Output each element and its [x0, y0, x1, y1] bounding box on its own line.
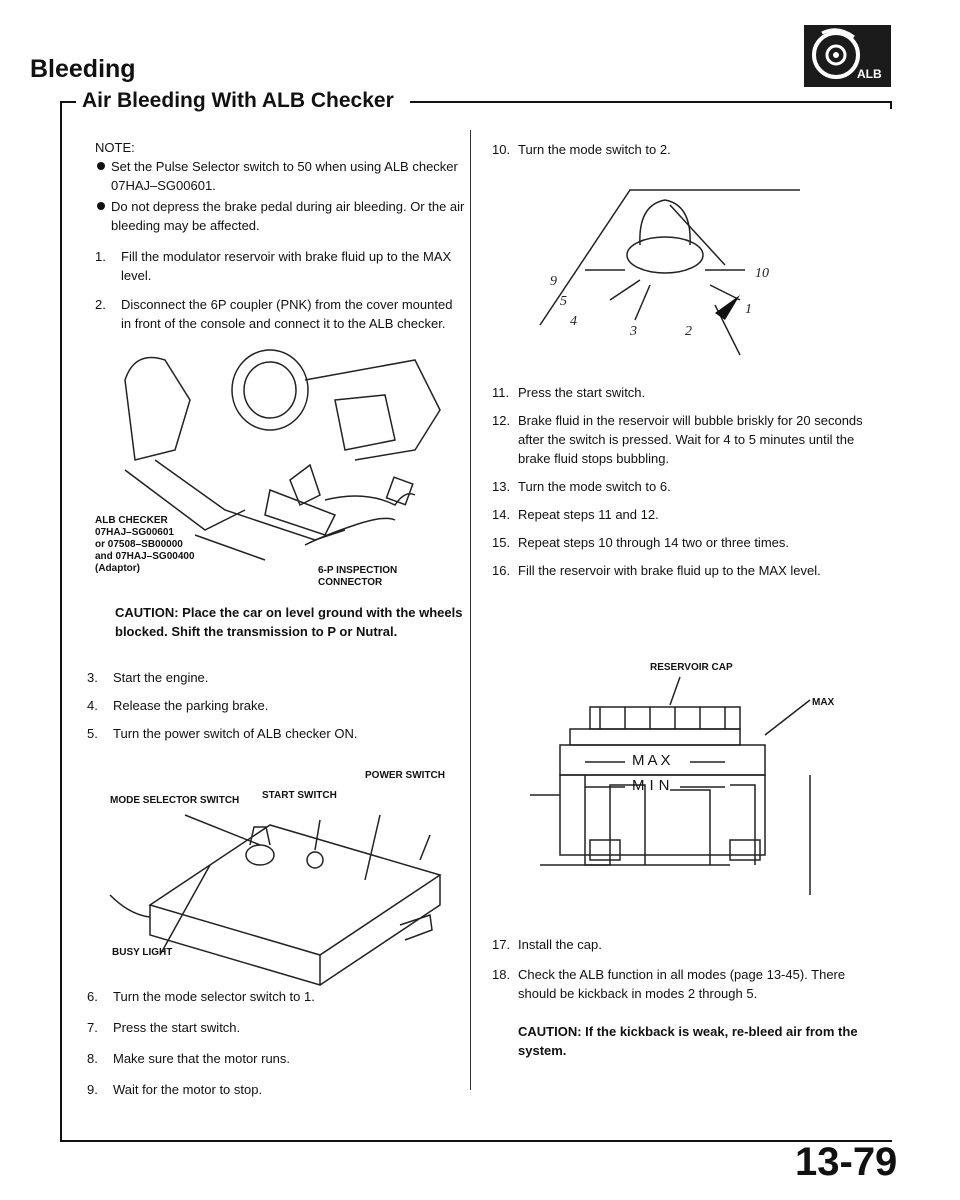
- step-text: Start the engine.: [113, 670, 209, 685]
- step-number: 12.: [492, 413, 511, 428]
- label-line: and 07HAJ–SG00400: [95, 551, 195, 562]
- step-item: [492, 965, 872, 1003]
- step-text: Wait for the motor to stop.: [113, 1082, 263, 1097]
- label-line: CONNECTOR: [318, 577, 383, 588]
- step-item: [492, 140, 872, 159]
- step-number: 4.: [87, 698, 98, 713]
- frame-line: [60, 101, 76, 103]
- step-number: 15.: [492, 535, 511, 550]
- column-divider: [470, 130, 471, 1090]
- step-number: 8.: [87, 1051, 98, 1066]
- frame-line: [60, 101, 62, 1141]
- step-number: 2.: [95, 297, 106, 312]
- step-item: [87, 1049, 457, 1068]
- alb-checker-figure: [110, 805, 460, 975]
- step-text: Brake fluid in the reservoir will bubble briskly for 20 seconds after the switch is pressed. Wait for 4 to 5 minutes until the brake fluid stops bubbling.: [518, 413, 863, 466]
- step-text: Press the start switch.: [113, 1020, 241, 1035]
- step-text: Turn the power switch of ALB checker ON.: [113, 726, 358, 741]
- step-text: Repeat steps 10 through 14 two or three times.: [518, 535, 789, 550]
- label-line: 6-P INSPECTION: [318, 565, 398, 576]
- step-item: [492, 505, 872, 524]
- dial-digit: 3: [630, 324, 637, 339]
- step-item: [492, 935, 872, 954]
- steps-17-18: [492, 935, 872, 1003]
- note-heading: NOTE:: [95, 140, 135, 155]
- step-text: Press the start switch.: [518, 385, 646, 400]
- step-text: Disconnect the 6P coupler (PNK) from the cover mounted in front of the console and connect it to the ALB checker.: [121, 297, 453, 331]
- frame-line: [410, 101, 892, 103]
- label-line: ALB CHECKER: [95, 515, 168, 526]
- busy-light-label: BUSY LIGHT: [112, 947, 173, 958]
- step-item: [492, 477, 872, 496]
- mode-dial-figure: [540, 185, 850, 370]
- step-number: 9.: [87, 1082, 98, 1097]
- step-item: [492, 533, 872, 552]
- step-number: 7.: [87, 1020, 98, 1035]
- dial-digit: 5: [560, 294, 567, 309]
- frame-line: [890, 101, 892, 109]
- note-block: [95, 138, 465, 333]
- step-text: Turn the mode switch to 6.: [518, 479, 671, 494]
- step-number: 3.: [87, 670, 98, 685]
- step-text: Check the ALB function in all modes (page 13-45). There should be kickback in modes 2 through 5.: [518, 967, 846, 1001]
- step-item: [492, 383, 872, 402]
- step-number: 17.: [492, 937, 511, 952]
- step-number: 16.: [492, 563, 511, 578]
- step-item: [492, 561, 872, 580]
- note-item: Set the Pulse Selector switch to 50 when using ALB checker 07HAJ–SG00601.: [95, 157, 465, 195]
- step-item: [87, 1018, 457, 1037]
- label-line: (Adaptor): [95, 563, 140, 574]
- caution-text: CAUTION: If the kickback is weak, re-bleed air from the system.: [518, 1024, 858, 1058]
- step-number: 6.: [87, 989, 98, 1004]
- step-text: Turn the mode selector switch to 1.: [113, 989, 315, 1004]
- step-number: 1.: [95, 249, 106, 264]
- step-number: 14.: [492, 507, 511, 522]
- dial-digit: 2: [685, 324, 692, 339]
- step-text: Turn the mode switch to 2.: [518, 142, 671, 157]
- dial-digit: 4: [570, 314, 577, 329]
- mode-selector-label: MODE SELECTOR SWITCH: [110, 795, 240, 806]
- page-title: Bleeding: [30, 55, 136, 83]
- note-item: Do not depress the brake pedal during air bleeding. Or the air bleeding may be affected.: [95, 197, 465, 235]
- section-title: Air Bleeding With ALB Checker: [82, 89, 394, 112]
- power-switch-label: POWER SWITCH: [365, 770, 445, 781]
- frame-line: [60, 1140, 892, 1142]
- step-number: 13.: [492, 479, 511, 494]
- step-number: 18.: [492, 967, 511, 982]
- step-item: [95, 247, 465, 285]
- steps-6-9: [87, 987, 457, 1099]
- label-line: 07HAJ–SG00601: [95, 527, 174, 538]
- step-10: [492, 140, 872, 159]
- rotate-arrow-icon: [715, 295, 740, 320]
- page-number: 13-79: [795, 1140, 898, 1184]
- step-item: [87, 987, 457, 1006]
- step-item: [87, 668, 457, 687]
- step-item: [95, 295, 465, 333]
- step-text: Install the cap.: [518, 937, 602, 952]
- step-number: 10.: [492, 142, 511, 157]
- dial-digit: 9: [550, 274, 557, 289]
- step-item: [87, 724, 457, 743]
- step-text: Release the parking brake.: [113, 698, 269, 713]
- step-text: Fill the modulator reservoir with brake fluid up to the MAX level.: [121, 249, 452, 283]
- step-item: [87, 696, 457, 715]
- step-text: Fill the reservoir with brake fluid up to the MAX level.: [518, 563, 821, 578]
- step-item: [492, 411, 872, 468]
- step-number: 11.: [492, 385, 510, 400]
- min-mark: MIN: [632, 777, 675, 794]
- caution-text: CAUTION: Place the car on level ground with the wheels blocked. Shift the transmission to P or Nutral.: [115, 605, 463, 639]
- step-item: [87, 1080, 457, 1099]
- reservoir-figure: [530, 675, 840, 895]
- steps-11-16: [492, 383, 872, 580]
- max-pointer-label: MAX: [812, 697, 835, 708]
- label-line: or 07508–SB00000: [95, 539, 183, 550]
- step-number: 5.: [87, 726, 98, 741]
- step-text: Repeat steps 11 and 12.: [518, 507, 659, 522]
- step-text: Make sure that the motor runs.: [113, 1051, 291, 1066]
- dial-digit: 10: [755, 266, 769, 281]
- start-switch-label: START SWITCH: [262, 790, 337, 801]
- connector-label: [318, 565, 397, 589]
- logo-label: ALB: [857, 67, 882, 81]
- steps-3-5: [87, 668, 457, 743]
- dial-digit: 1: [745, 302, 752, 317]
- reservoir-cap-label: RESERVOIR CAP: [650, 662, 733, 673]
- max-mark: MAX: [632, 752, 674, 769]
- alb-checker-label: [95, 515, 195, 575]
